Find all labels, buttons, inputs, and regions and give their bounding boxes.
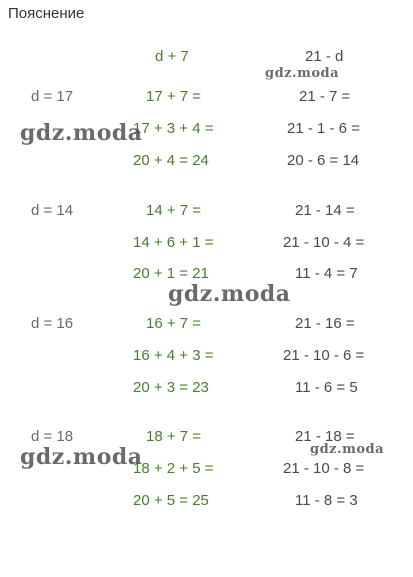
group-3-add-step-3: 20 + 3 = 23 (133, 379, 209, 396)
page-title: Пояснение (8, 5, 85, 22)
group-4-add-step-3: 20 + 5 = 25 (133, 492, 209, 509)
group-3-d-label: d = 16 (31, 315, 74, 332)
column-header-subtraction: 21 - d (305, 48, 344, 65)
group-4-add-step-1: 18 + 7 = (146, 428, 202, 445)
group-2-add-step-3: 20 + 1 = 21 (133, 265, 209, 282)
group-3-add-step-2: 16 + 4 + 3 = (133, 347, 214, 364)
group-1-d-label: d = 17 (31, 88, 74, 105)
group-1-add-step-2: 17 + 3 + 4 = (133, 120, 214, 137)
group-3-sub-step-3: 11 - 6 = 5 (295, 379, 358, 396)
group-2-add-step-2: 14 + 6 + 1 = (133, 234, 214, 251)
group-2-add-step-1: 14 + 7 = (146, 202, 202, 219)
watermark-left-2: gdz.moda (20, 444, 143, 470)
watermark-center: gdz.moda (168, 281, 291, 307)
group-1-add-step-1: 17 + 7 = (146, 88, 202, 105)
group-1-add-step-3: 20 + 4 = 24 (133, 152, 209, 169)
group-3-sub-step-1: 21 - 16 = (295, 315, 355, 332)
group-4-sub-step-3: 11 - 8 = 3 (295, 492, 358, 509)
group-4-d-label: d = 18 (31, 428, 74, 445)
watermark-left-1: gdz.moda (20, 120, 143, 146)
group-2-d-label: d = 14 (31, 202, 74, 219)
watermark-top-right: gdz.moda (265, 66, 340, 81)
watermark-bottom-right: gdz.moda (310, 442, 385, 457)
group-2-sub-step-3: 11 - 4 = 7 (295, 265, 358, 282)
group-2-sub-step-2: 21 - 10 - 4 = (283, 234, 365, 251)
group-4-add-step-2: 18 + 2 + 5 = (133, 460, 214, 477)
group-1-sub-step-2: 21 - 1 - 6 = (287, 120, 360, 137)
group-1-sub-step-3: 20 - 6 = 14 (287, 152, 360, 169)
group-2-sub-step-1: 21 - 14 = (295, 202, 355, 219)
group-3-sub-step-2: 21 - 10 - 6 = (283, 347, 365, 364)
group-1-sub-step-1: 21 - 7 = (299, 88, 351, 105)
group-3-add-step-1: 16 + 7 = (146, 315, 202, 332)
group-4-sub-step-1: 21 - 18 = (295, 428, 355, 445)
column-header-addition: d + 7 (155, 48, 189, 65)
group-4-sub-step-2: 21 - 10 - 8 = (283, 460, 365, 477)
